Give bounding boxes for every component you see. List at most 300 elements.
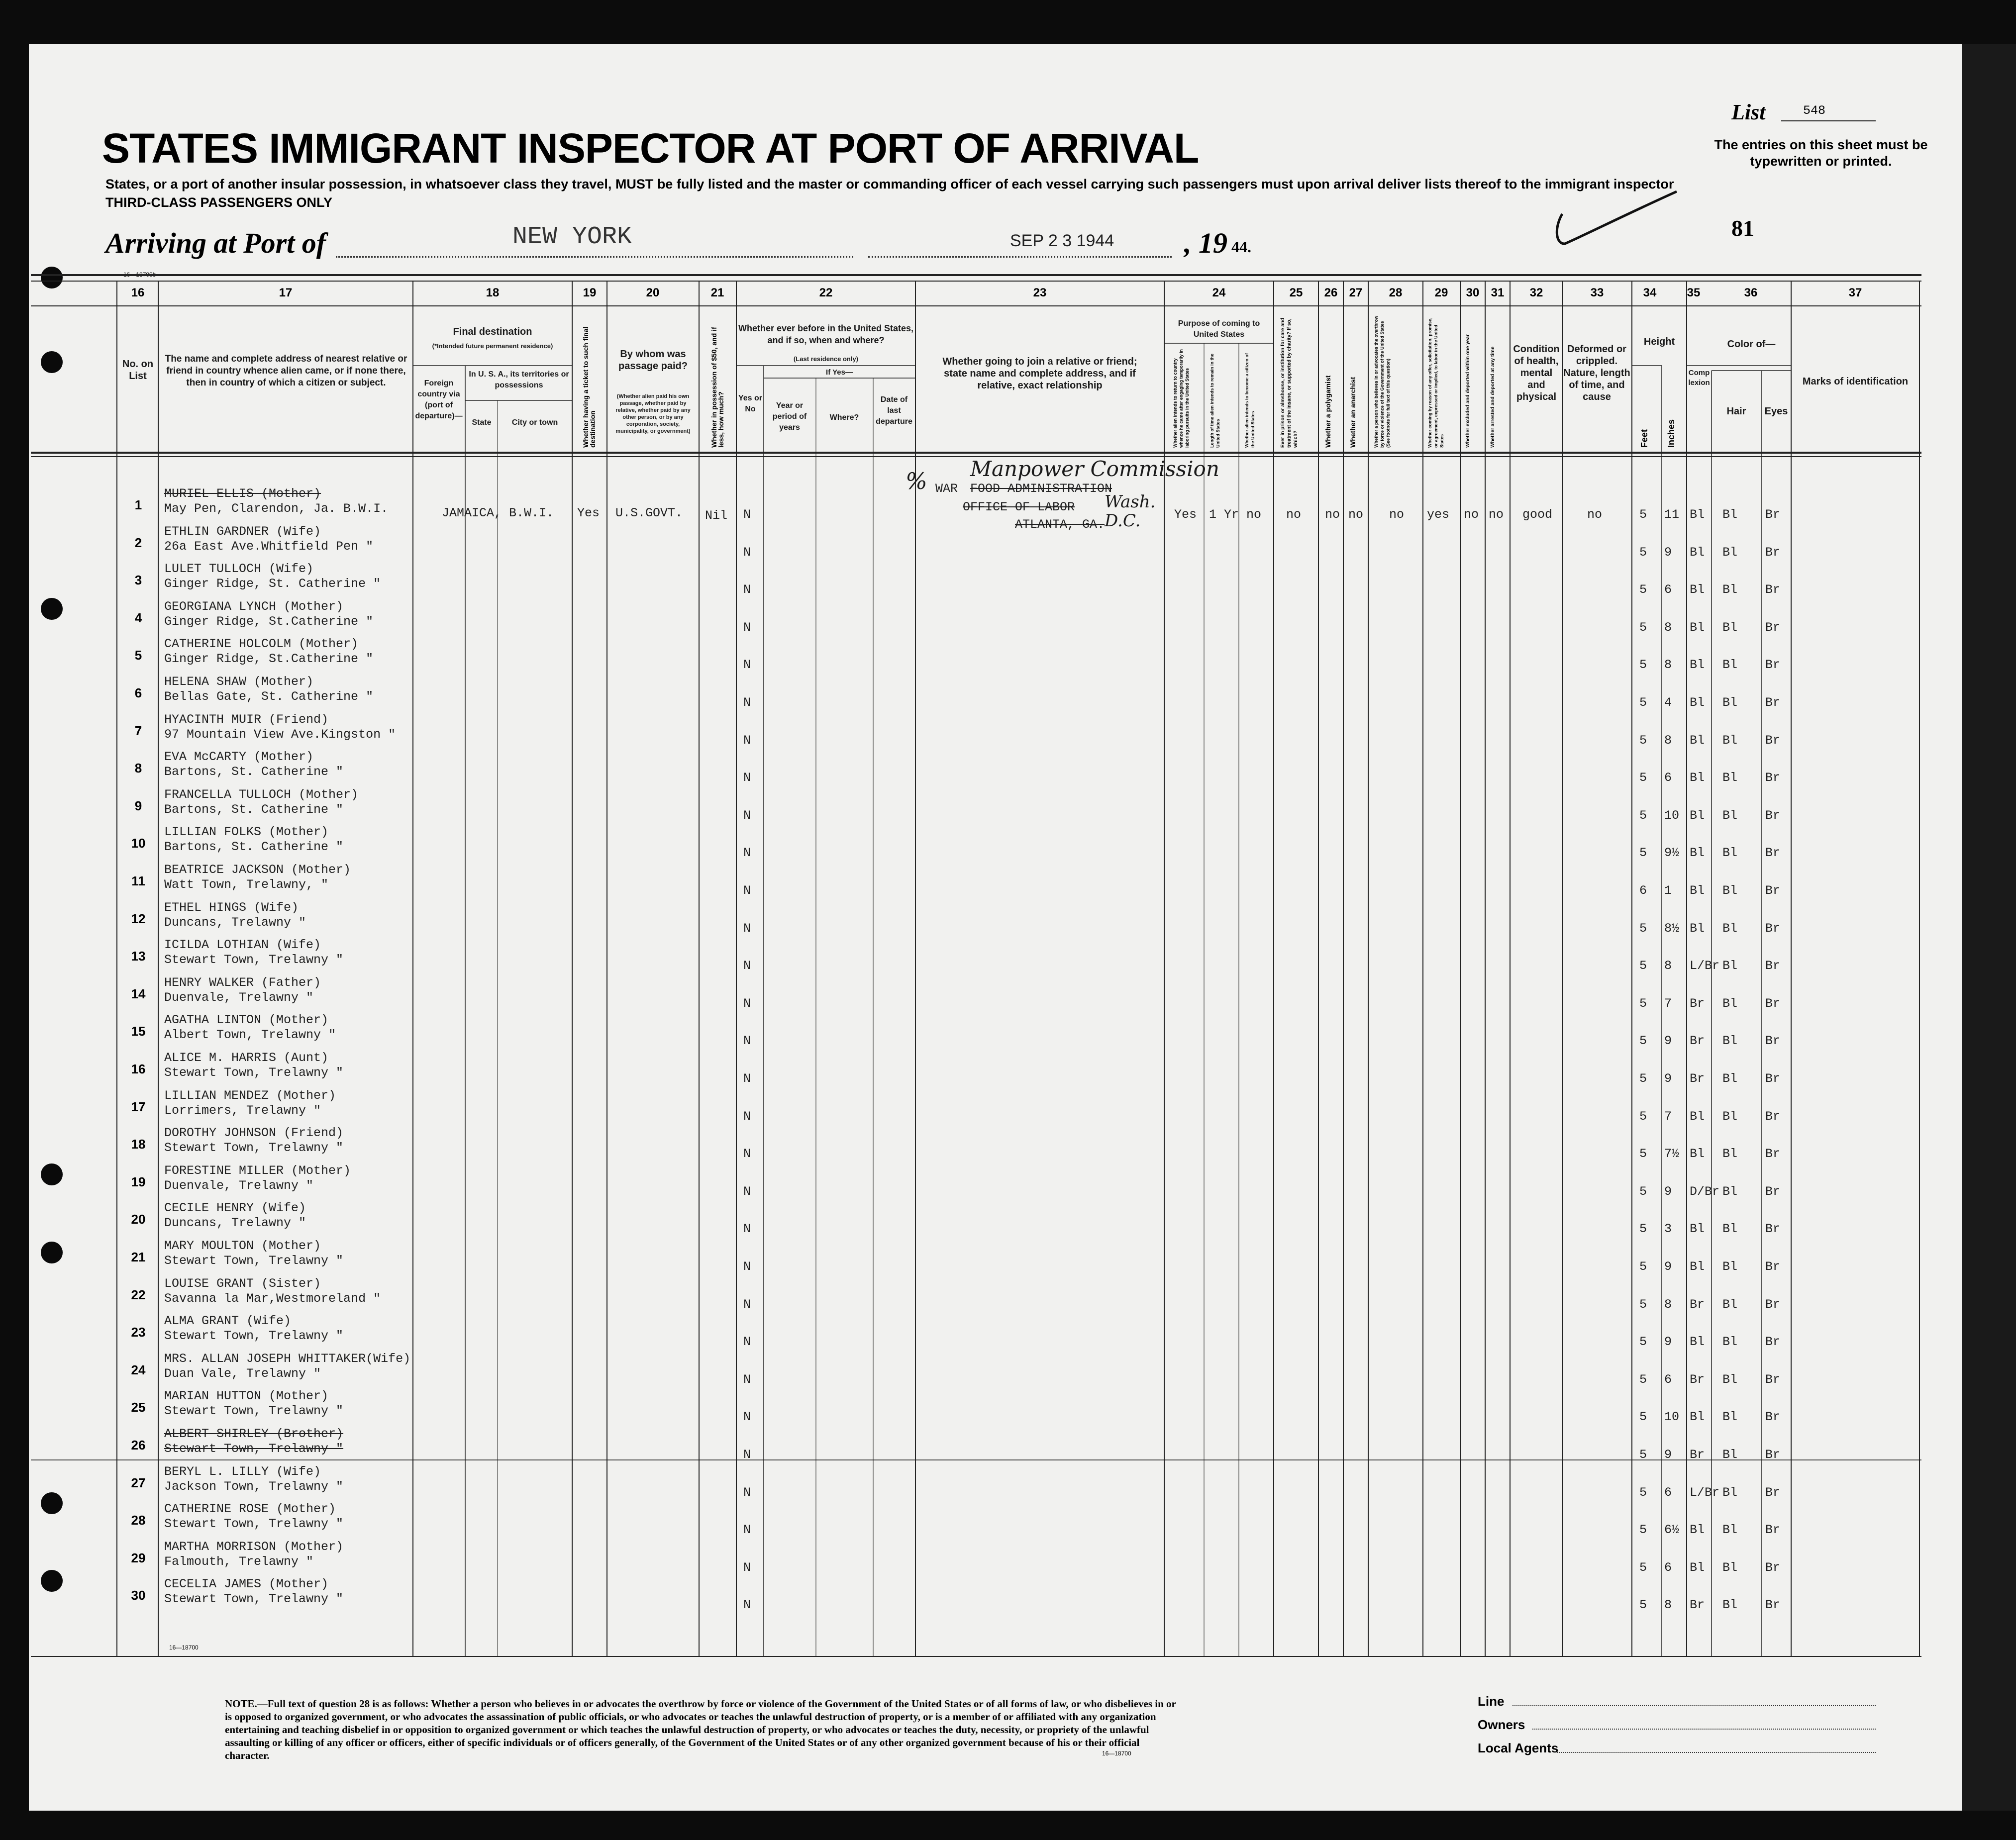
- eye-color: Br: [1765, 1372, 1781, 1387]
- form-code-footer: 16—18700: [1102, 1750, 1131, 1757]
- row-number: 9: [134, 798, 142, 813]
- height-feet: 5: [1639, 959, 1647, 973]
- eye-color: Br: [1765, 1259, 1781, 1274]
- eye-color: Br: [1765, 1222, 1781, 1236]
- relative-address: Stewart Town, Trelawny ": [164, 1254, 344, 1268]
- header-purpose: Purpose of coming to United States: [1178, 319, 1260, 339]
- hair-color: Bl: [1722, 1259, 1738, 1274]
- complexion-value: Bl: [1690, 1147, 1705, 1161]
- row-number: 25: [131, 1400, 146, 1415]
- ever-before-answer: N: [743, 582, 751, 597]
- height-inches: 8: [1664, 1598, 1672, 1612]
- header-no-on-list: No. on List: [122, 359, 154, 382]
- height-inches: 7: [1664, 1109, 1672, 1124]
- hair-color: Bl: [1722, 771, 1738, 785]
- passage-value: U.S.GOVT.: [615, 506, 683, 520]
- complexion-value: Bl: [1690, 620, 1705, 635]
- list-label: List: [1731, 100, 1766, 124]
- hair-color: Bl: [1722, 1560, 1738, 1575]
- header-instructions: States, or a port of another insular possession, in whatsoever class they travel, MUST be fully listed and the master or commanding officer of each vessel carrying such passengers must upon arrival deliver lists thereof to the immigrant inspector: [105, 177, 1674, 192]
- hair-color: Bl: [1722, 1034, 1738, 1048]
- header-q30: Whether excluded and deported within one year: [1465, 334, 1471, 448]
- relative-address: Lorrimers, Trelawny ": [164, 1103, 321, 1118]
- header-final-destination: Final destination: [453, 326, 532, 337]
- arriving-label: Arriving at Port of: [105, 227, 326, 259]
- hair-color: Bl: [1722, 582, 1738, 597]
- relative-address: Duan Vale, Trelawny ": [164, 1366, 321, 1381]
- height-feet: 6: [1639, 883, 1647, 898]
- ever-before-answer: N: [743, 771, 751, 785]
- header-foreign-country: Foreign country via (port of departure)—: [415, 379, 463, 420]
- header-yes-or-no: Yes or No: [738, 394, 763, 413]
- header-height: Height: [1643, 336, 1675, 347]
- height-inches: 6½: [1664, 1523, 1680, 1537]
- joining-prefix: WAR: [935, 482, 958, 496]
- eye-color: Br: [1765, 545, 1781, 560]
- relative-name: BERYL L. LILLY (Wife): [164, 1464, 321, 1479]
- column-number: 36: [1744, 286, 1758, 299]
- height-inches: 9: [1664, 1335, 1672, 1349]
- relative-address: Duncans, Trelawny ": [164, 915, 306, 930]
- relative-name: LULET TULLOCH (Wife): [164, 562, 314, 576]
- ever-before-answer: N: [743, 959, 751, 973]
- column-number: 20: [646, 286, 660, 299]
- ever-before-answer: N: [743, 1410, 751, 1424]
- complexion-value: L/Br: [1690, 959, 1720, 973]
- height-inches: 8½: [1664, 921, 1680, 936]
- height-feet: 5: [1639, 545, 1647, 560]
- eye-color: Br: [1765, 1598, 1781, 1612]
- height-feet: 5: [1639, 808, 1647, 823]
- header-if-yes: If Yes—: [826, 368, 853, 377]
- hair-color: Bl: [1722, 1222, 1738, 1236]
- relative-address: Falmouth, Trelawny ": [164, 1554, 314, 1569]
- height-inches: 8: [1664, 1297, 1672, 1312]
- relative-name: ETHLIN GARDNER (Wife): [164, 524, 321, 539]
- relative-address: Stewart Town, Trelawny ": [164, 953, 344, 967]
- height-feet: 5: [1639, 1448, 1647, 1462]
- header-where: Where?: [829, 413, 859, 422]
- header-polygamist: Whether a polygamist: [1324, 375, 1332, 448]
- local-agents-label: Local Agents: [1478, 1741, 1559, 1755]
- height-inches: 9: [1664, 1259, 1672, 1274]
- height-feet: 5: [1639, 1297, 1647, 1312]
- relative-name: ALICE M. HARRIS (Aunt): [164, 1051, 329, 1065]
- height-feet: 5: [1639, 1523, 1647, 1537]
- column-number: 37: [1848, 286, 1862, 299]
- ever-before-answer: N: [743, 1259, 751, 1274]
- entries-instruction: The entries on this sheet must be typewritten or printed.: [1714, 137, 1928, 169]
- height-inches: 6: [1664, 1372, 1672, 1387]
- column-number: 17: [279, 286, 293, 299]
- relative-name: CECILE HENRY (Wife): [164, 1201, 306, 1215]
- row-number: 22: [131, 1287, 146, 1302]
- ever-before-answer: N: [743, 733, 751, 748]
- hair-color: Bl: [1722, 1071, 1738, 1086]
- year-suffix: 44.: [1231, 238, 1251, 256]
- relative-name: MARIAN HUTTON (Mother): [164, 1389, 329, 1403]
- column-number: 21: [710, 286, 724, 299]
- eye-color: Br: [1765, 921, 1781, 936]
- row-number: 2: [134, 535, 142, 550]
- complexion-value: Bl: [1690, 808, 1705, 823]
- health-value: good: [1522, 507, 1553, 522]
- height-inches: 6: [1664, 1485, 1672, 1500]
- column-number: 35: [1687, 286, 1701, 299]
- header-year-period: Year or period of years: [772, 401, 807, 432]
- complexion-value: Bl: [1690, 1560, 1705, 1575]
- header-final-destination-note: (*Intended future permanent residence): [432, 342, 553, 350]
- row-number: 24: [131, 1362, 146, 1377]
- ever-before-answer: N: [743, 507, 751, 522]
- ever-before-answer: N: [743, 1109, 751, 1124]
- handwritten-care-of: %: [906, 468, 927, 494]
- purpose-b-value: 1 Yr: [1209, 507, 1239, 522]
- hair-color: Bl: [1722, 1598, 1738, 1612]
- eye-color: Br: [1765, 846, 1781, 860]
- complexion-value: Br: [1690, 996, 1705, 1011]
- eye-color: Br: [1765, 1297, 1781, 1312]
- column-number: 19: [583, 286, 597, 299]
- relative-name: CATHERINE ROSE (Mother): [164, 1502, 336, 1516]
- column-number: 23: [1033, 286, 1047, 299]
- owners-field: [1532, 1729, 1876, 1730]
- sheet-number: 81: [1731, 215, 1754, 241]
- height-inches: 7: [1664, 996, 1672, 1011]
- relative-name: ALBERT SHIRLEY (Brother): [164, 1427, 344, 1441]
- header-in-usa: In U. S. A., its territories or possessions: [469, 370, 569, 389]
- header-eyes: Eyes: [1764, 406, 1788, 417]
- possession-value: Nil: [705, 508, 728, 523]
- passenger-class: THIRD-CLASS PASSENGERS ONLY: [105, 195, 333, 210]
- joining-struck-1: FOOD ADMINISTRATION: [970, 482, 1112, 496]
- height-inches: 8: [1664, 658, 1672, 672]
- row-number: 20: [131, 1212, 146, 1227]
- complexion-value: Bl: [1690, 921, 1705, 936]
- row-number: 27: [131, 1475, 146, 1490]
- header-joining-relative: Whether going to join a relative or friend; state name and complete address, and if relative, exact relationship: [942, 356, 1137, 391]
- complexion-value: Bl: [1690, 883, 1705, 898]
- row-number: 28: [131, 1513, 146, 1528]
- handwritten-wash-dc: Wash. D.C.: [1105, 492, 1156, 531]
- joining-struck-3: ATLANTA, GA.: [1015, 517, 1105, 532]
- hair-color: Bl: [1722, 1485, 1738, 1500]
- eye-color: Br: [1765, 620, 1781, 635]
- local-agents-field: [1557, 1752, 1876, 1753]
- column-number: 30: [1466, 286, 1480, 299]
- header-feet: Feet: [1639, 429, 1649, 448]
- hair-color: Bl: [1722, 883, 1738, 898]
- height-feet: 5: [1639, 1109, 1647, 1124]
- eye-color: Br: [1765, 883, 1781, 898]
- complexion-value: Br: [1690, 1372, 1705, 1387]
- row-number: 10: [131, 836, 146, 851]
- height-inches: 3: [1664, 1222, 1672, 1236]
- relative-address: Duenvale, Trelawny ": [164, 1178, 314, 1193]
- row-number: 4: [134, 610, 142, 625]
- header-state: State: [472, 418, 492, 427]
- relative-address: Stewart Town, Trelawny ": [164, 1065, 344, 1080]
- header-date-departure: Date of last departure: [876, 395, 912, 426]
- header-passage-paid-note: (Whether alien paid his own passage, whether paid by relative, whether paid by any other person, or by any corporation, society, municipality, or government): [615, 393, 691, 434]
- height-feet: 5: [1639, 846, 1647, 860]
- relative-address: Stewart Town, Trelawny ": [164, 1517, 344, 1531]
- relative-name: LOUISE GRANT (Sister): [164, 1276, 321, 1291]
- ever-before-answer: N: [743, 545, 751, 560]
- relative-address: Stewart Town, Trelawny ": [164, 1141, 344, 1155]
- relative-name: DOROTHY JOHNSON (Friend): [164, 1126, 344, 1140]
- header-ticket: Whether having a ticket to such final destination: [582, 326, 597, 448]
- q29-value: yes: [1427, 507, 1450, 522]
- ever-before-answer: N: [743, 1372, 751, 1387]
- hair-color: Bl: [1722, 1372, 1738, 1387]
- hair-color: Bl: [1722, 507, 1738, 522]
- height-inches: 9: [1664, 1034, 1672, 1048]
- height-inches: 1: [1664, 883, 1672, 898]
- complexion-value: L/Br: [1690, 1485, 1720, 1500]
- relative-address: Bartons, St. Catherine ": [164, 765, 344, 779]
- header-anarchist: Whether an anarchist: [1349, 377, 1357, 448]
- line-field: [1512, 1705, 1876, 1706]
- relative-name: BEATRICE JACKSON (Mother): [164, 863, 351, 877]
- year-prefix: , 19: [1184, 227, 1227, 259]
- height-feet: 5: [1639, 1034, 1647, 1048]
- row-number: 21: [131, 1250, 146, 1264]
- relative-address: Stewart Town, Trelawny ": [164, 1329, 344, 1343]
- q30-value: no: [1464, 507, 1479, 522]
- height-feet: 5: [1639, 658, 1647, 672]
- complexion-value: Bl: [1690, 507, 1705, 522]
- ever-before-answer: N: [743, 1071, 751, 1086]
- header-inches: Inches: [1666, 419, 1676, 448]
- row-number: 3: [134, 573, 142, 587]
- anarchist-value: no: [1348, 507, 1364, 522]
- row-number: 19: [131, 1174, 146, 1189]
- ever-before-answer: N: [743, 996, 751, 1011]
- relative-name: MARTHA MORRISON (Mother): [164, 1540, 344, 1554]
- deformed-value: no: [1587, 507, 1603, 522]
- complexion-value: Bl: [1690, 771, 1705, 785]
- row-number: 8: [134, 761, 142, 775]
- height-feet: 5: [1639, 1071, 1647, 1086]
- relative-address: Ginger Ridge, St.Catherine ": [164, 652, 374, 666]
- ever-before-answer: N: [743, 1222, 751, 1236]
- column-number: 33: [1590, 286, 1604, 299]
- height-inches: 6: [1664, 771, 1672, 785]
- row-number: 17: [131, 1099, 146, 1114]
- relative-address: Bellas Gate, St. Catherine ": [164, 689, 374, 704]
- eye-color: Br: [1765, 808, 1781, 823]
- header-relative-address: The name and complete address of nearest relative or friend in country whence alien came, or if none there, then in country of which a citizen or subject.: [165, 354, 407, 388]
- joining-struck-2: OFFICE OF LABOR: [963, 500, 1075, 514]
- ever-before-answer: N: [743, 1335, 751, 1349]
- eye-color: Br: [1765, 1485, 1781, 1500]
- column-number: 28: [1389, 286, 1403, 299]
- row-number: 23: [131, 1325, 146, 1340]
- header-possession-50: Whether in possession of $50, and if less, how much?: [710, 327, 725, 448]
- row-number: 12: [131, 911, 146, 926]
- header-marks: Marks of identification: [1802, 376, 1909, 387]
- complexion-value: Bl: [1690, 846, 1705, 860]
- relative-address: Bartons, St. Catherine ": [164, 840, 344, 854]
- eye-color: Br: [1765, 1448, 1781, 1462]
- height-inches: 4: [1664, 695, 1672, 710]
- height-feet: 5: [1639, 507, 1647, 522]
- eye-color: Br: [1765, 733, 1781, 748]
- header-ever-before: Whether ever before in the United States, and if so, when and where?: [738, 323, 914, 345]
- ever-before-answer: N: [743, 921, 751, 936]
- hair-color: Bl: [1722, 1297, 1738, 1312]
- column-number: 18: [486, 286, 500, 299]
- ever-before-answer: N: [743, 1034, 751, 1048]
- relative-address: Jackson Town, Trelawny ": [164, 1479, 344, 1494]
- relative-name: CECELIA JAMES (Mother): [164, 1577, 329, 1591]
- relative-address: Savanna la Mar,Westmoreland ": [164, 1291, 381, 1306]
- ever-before-answer: N: [743, 808, 751, 823]
- row-number: 16: [131, 1062, 146, 1076]
- ever-before-answer: N: [743, 695, 751, 710]
- header-deformed: Deformed or crippled. Nature, length of time, and cause: [1563, 344, 1630, 402]
- purpose-c-value: no: [1246, 507, 1262, 522]
- relative-name: ETHEL HINGS (Wife): [164, 900, 299, 915]
- relative-name: ICILDA LOTHIAN (Wife): [164, 938, 321, 952]
- height-feet: 5: [1639, 1222, 1647, 1236]
- complexion-value: Bl: [1690, 1222, 1705, 1236]
- ticket-value: Yes: [577, 506, 600, 520]
- header-q31: Whether arrested and deported at any time: [1490, 346, 1496, 448]
- height-inches: 10: [1664, 1410, 1680, 1424]
- relative-address: Watt Town, Trelawny, ": [164, 877, 329, 892]
- polygamist-value: no: [1325, 507, 1340, 522]
- row-number: 11: [131, 873, 145, 888]
- relative-address: Stewart Town, Trelawny ": [164, 1592, 344, 1606]
- ever-before-answer: N: [743, 1560, 751, 1575]
- complexion-value: Bl: [1690, 1335, 1705, 1349]
- height-feet: 5: [1639, 733, 1647, 748]
- height-feet: 5: [1639, 695, 1647, 710]
- ever-before-answer: N: [743, 1297, 751, 1312]
- ever-before-answer: N: [743, 620, 751, 635]
- header-health: Condition of health, mental and physical: [1513, 344, 1560, 402]
- complexion-value: Bl: [1690, 545, 1705, 560]
- arrival-date-stamp: SEP 2 3 1944: [1010, 231, 1114, 250]
- ever-before-answer: N: [743, 658, 751, 672]
- relative-address: Albert Town, Trelawny ": [164, 1028, 336, 1042]
- header-purpose-c: Whether alien intends to become a citizen of the United States: [1244, 353, 1255, 448]
- height-feet: 5: [1639, 1259, 1647, 1274]
- complexion-value: Bl: [1690, 1523, 1705, 1537]
- header-color-of: Color of—: [1727, 339, 1776, 350]
- eye-color: Br: [1765, 996, 1781, 1011]
- header-prison: Ever in prison or almshouse, or institution for care and treatment of the insane, or supported by charity? If so, which?: [1280, 317, 1299, 448]
- height-inches: 11: [1664, 507, 1680, 522]
- complexion-value: Br: [1690, 1598, 1705, 1612]
- relative-address: May Pen, Clarendon, Ja. B.W.I.: [164, 501, 389, 516]
- page-title: STATES IMMIGRANT INSPECTOR AT PORT OF ARRIVAL: [102, 125, 1199, 172]
- foreign-country-value: JAMAICA, B.W.I.: [442, 506, 554, 520]
- column-number: 27: [1349, 286, 1363, 299]
- height-inches: 9: [1664, 1071, 1672, 1086]
- hair-color: Bl: [1722, 1335, 1738, 1349]
- relative-address: Stewart Town, Trelawny ": [164, 1404, 344, 1418]
- prison-value: no: [1286, 507, 1302, 522]
- header-ever-before-note: (Last residence only): [793, 355, 859, 363]
- hair-color: Bl: [1722, 808, 1738, 823]
- ever-before-answer: N: [743, 1523, 751, 1537]
- hair-color: Bl: [1722, 959, 1738, 973]
- eye-color: Br: [1765, 1071, 1781, 1086]
- row-number: 15: [131, 1024, 146, 1039]
- eye-color: Br: [1765, 1109, 1781, 1124]
- ever-before-answer: N: [743, 846, 751, 860]
- hair-color: Bl: [1722, 921, 1738, 936]
- column-number: 16: [131, 286, 145, 299]
- relative-name: LILLIAN FOLKS (Mother): [164, 825, 329, 839]
- relative-name: HELENA SHAW (Mother): [164, 675, 314, 689]
- hair-color: Bl: [1722, 996, 1738, 1011]
- column-number: 22: [819, 286, 833, 299]
- hair-color: Bl: [1722, 1109, 1738, 1124]
- height-inches: 7½: [1664, 1147, 1680, 1161]
- q28-value: no: [1389, 507, 1405, 522]
- height-feet: 5: [1639, 771, 1647, 785]
- complexion-value: Br: [1690, 1448, 1705, 1462]
- row-number: 30: [131, 1588, 146, 1603]
- form-code-bottom: 16—18700: [169, 1644, 199, 1651]
- purpose-a-value: Yes: [1174, 507, 1197, 522]
- eye-color: Br: [1765, 695, 1781, 710]
- height-inches: 6: [1664, 1560, 1672, 1575]
- relative-name: FORESTINE MILLER (Mother): [164, 1163, 351, 1178]
- height-feet: 5: [1639, 996, 1647, 1011]
- column-number: 32: [1529, 286, 1543, 299]
- hair-color: Bl: [1722, 620, 1738, 635]
- eye-color: Br: [1765, 658, 1781, 672]
- height-inches: 9: [1664, 1184, 1672, 1199]
- ever-before-answer: N: [743, 1184, 751, 1199]
- column-number: 31: [1491, 286, 1505, 299]
- hair-color: Bl: [1722, 658, 1738, 672]
- relative-name: AGATHA LINTON (Mother): [164, 1013, 329, 1027]
- question-28-note: NOTE.—Full text of question 28 is as follows: Whether a person who believes in or advocates the overthrow by force or violence of the Government of the United States or of all forms of law, or who disbelieves in or is opposed to organized government, or who advocates the assassination of public officials, or who advocates or teaches the unlawful destruction of property, or is a member of or affiliated with any organization entertaining and teaching disbelief in or opposition to organized government or which teaches the unlawful destruction of property, or who advocates or teaches the duty, necessity, or propriety of the unlawful assaulting or killing of any officer or officers, either of specific individuals or of officers generally, of the Government of the United States or of any other organized government because of his or their official character.: [225, 1698, 1176, 1761]
- relative-name: MRS. ALLAN JOSEPH WHITTAKER(Wife): [164, 1352, 411, 1366]
- eye-color: Br: [1765, 959, 1781, 973]
- column-number: 29: [1434, 286, 1448, 299]
- eye-color: Br: [1765, 1034, 1781, 1048]
- relative-name: CATHERINE HOLCOLM (Mother): [164, 637, 359, 651]
- height-inches: 9: [1664, 1448, 1672, 1462]
- height-feet: 5: [1639, 1598, 1647, 1612]
- relative-name: HENRY WALKER (Father): [164, 975, 321, 990]
- relative-name: GEORGIANA LYNCH (Mother): [164, 599, 344, 614]
- header-q28: Whether a person who believes in or advocates the overthrow by force or violence of the Government of the United States (See footnote for full text of this question): [1374, 315, 1391, 448]
- height-feet: 5: [1639, 1410, 1647, 1424]
- relative-address: Ginger Ridge, St. Catherine ": [164, 577, 381, 591]
- header-complexion: Complexion: [1688, 369, 1710, 387]
- row-number: 29: [131, 1550, 146, 1565]
- relative-address: Ginger Ridge, St.Catherine ": [164, 614, 374, 629]
- relative-address: Stewart Town, Trelawny ": [164, 1442, 344, 1456]
- row-number: 14: [131, 986, 146, 1001]
- eye-color: Br: [1765, 1560, 1781, 1575]
- column-number: 26: [1324, 286, 1338, 299]
- height-inches: 8: [1664, 733, 1672, 748]
- list-number: 548: [1803, 103, 1826, 118]
- complexion-value: Bl: [1690, 695, 1705, 710]
- header-passage-paid: By whom was passage paid?: [618, 349, 688, 372]
- complexion-value: Bl: [1690, 733, 1705, 748]
- complexion-value: D/Br: [1690, 1184, 1720, 1199]
